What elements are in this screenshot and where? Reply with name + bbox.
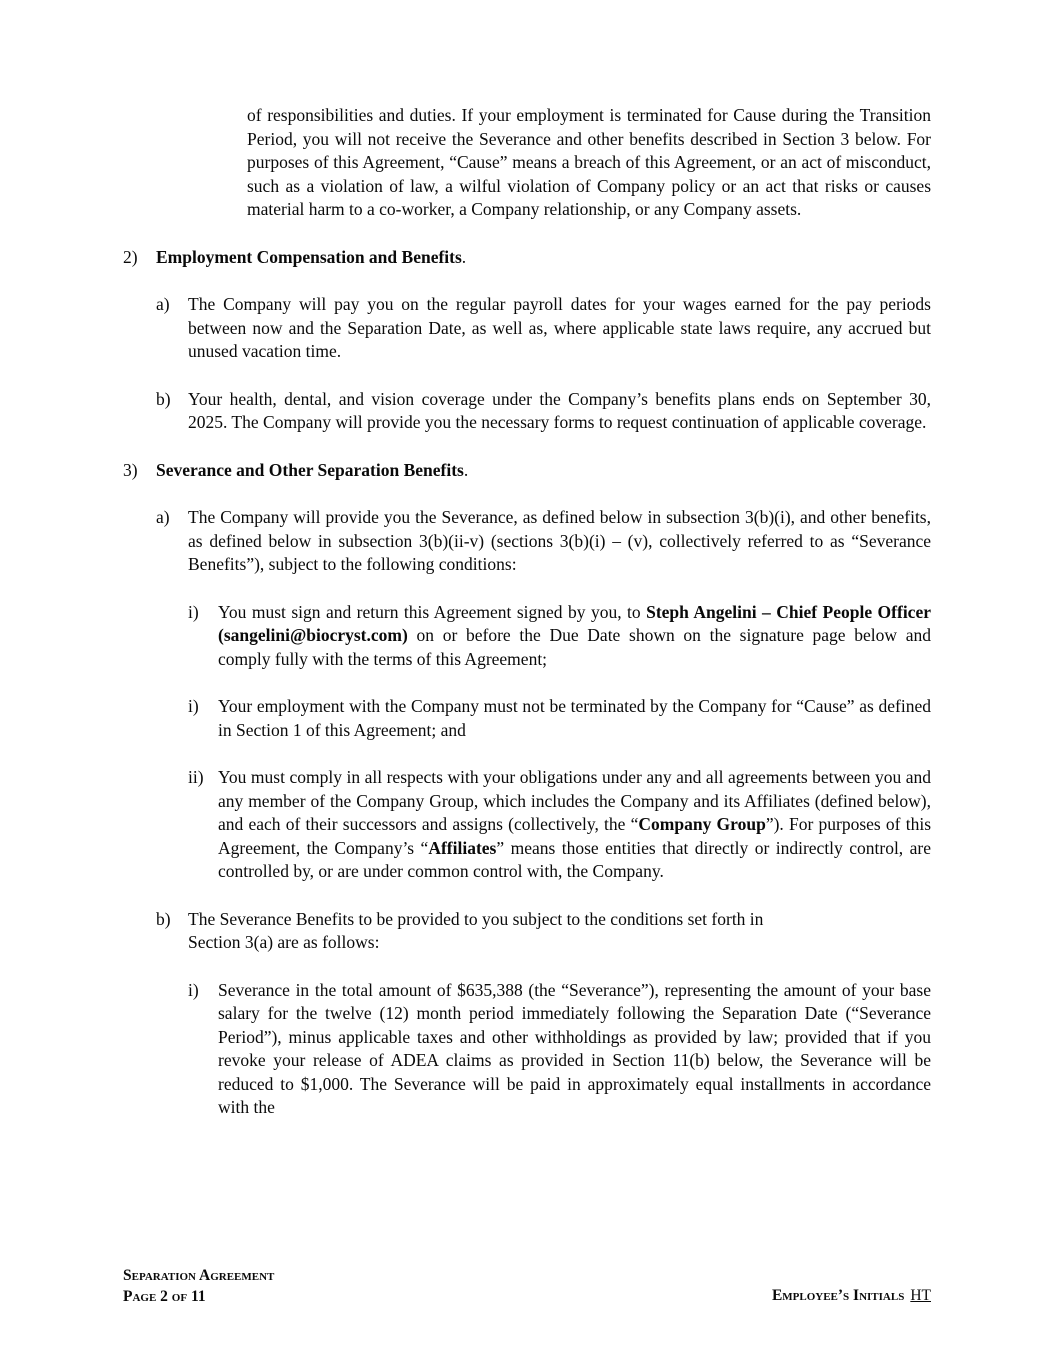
item-3a-i xyxy=(123,601,931,672)
item-2a xyxy=(123,293,931,364)
section-2-number: 2) xyxy=(123,246,138,267)
section-2-period: . xyxy=(461,246,467,267)
item-3b-i xyxy=(123,979,931,1120)
item-3a-i-label: i) xyxy=(188,601,199,622)
item-3b xyxy=(123,908,931,955)
item-2a-label: a) xyxy=(156,294,170,314)
item-3b-label: b) xyxy=(156,908,171,929)
item-3a-ii-run2: ”). For purposes of this Agreement, the Company’s “ xyxy=(218,814,932,858)
item-3a-ii-label: ii) xyxy=(188,767,204,787)
section-3-title: Severance and Other Separation Benefits xyxy=(156,459,464,480)
item-2b xyxy=(123,388,931,435)
item-2b-text: Your health, dental, and vision coverage under the Company’s benefits plans ends on September 30, 2025. The Company will provide you the necessary forms to request continuation of applicable coverage. xyxy=(188,388,931,432)
section-3-heading xyxy=(123,459,931,483)
item-3b-text-line2: Section 3(a) are as follows: xyxy=(188,932,380,952)
item-3a-label: a) xyxy=(156,507,170,527)
section-3-number: 3) xyxy=(123,459,138,480)
item-3a-i-text-bold: Steph Angelini – Chief People Officer (sangelini@biocryst.com) xyxy=(218,601,931,645)
item-3a-ii-bold2: Affiliates xyxy=(428,837,497,858)
item-2a-text: The Company will pay you on the regular payroll dates for your wages earned for the pay periods between now and the Separation Date, as well as, where applicable state laws require, any accrued but unused vacation time. xyxy=(188,294,931,361)
employee-initials-value: HT xyxy=(910,1286,931,1304)
item-3b-i-label: i) xyxy=(188,979,199,1000)
footer-doc-title: Separation Agreement xyxy=(123,1267,275,1284)
item-3a-i2-label: i) xyxy=(188,696,199,716)
item-3a-ii-bold1: Company Group xyxy=(638,814,766,834)
footer-right xyxy=(772,1283,931,1308)
item-3a-ii-run3: ” means those entities that directly or indirectly control, are controlled by, or are under common control with, the Company. xyxy=(218,837,931,881)
item-3a-i-text-post: on or before the Due Date shown on the signature page below and comply fully with the terms of this Agreement; xyxy=(218,625,931,669)
page-footer xyxy=(123,1265,931,1307)
footer-initials-label: Employee’s Initials xyxy=(771,1286,905,1304)
item-2b-label: b) xyxy=(156,388,171,409)
paragraph-continuation: of responsibilities and duties. If your employment is terminated for Cause during the Transition Period, you will not receive the Severance and other benefits described in Section 3 below. For purposes of this Agreement, “Cause” means a breach of this Agreement, or an act of misconduct, such as a violation of law, a wilful violation of Company policy or an act that risks or causes material harm to a co-worker, a Company relationship, or any Company assets. xyxy=(247,105,931,219)
item-3b-i-text: Severance in the total amount of $635,388 (the “Severance”), representing the amount of your base salary for the twelve (12) month period immediately following the Separation Date (“Severance Period”), minus applicable taxes and other withholdings as provided by law; provided that if you revoke your release of ADEA claims as provided in Section 11(b) below, the Severance will be reduced to $1,000. The Severance will be paid in approximately equal installments in accordance with the xyxy=(218,979,931,1117)
item-3a-i2 xyxy=(123,695,931,742)
item-3a-i2-text: Your employment with the Company must not be terminated by the Company for “Cause” as defined in Section 1 of this Agreement; and xyxy=(218,696,931,740)
footer-page-number: Page 2 of 11 xyxy=(123,1288,206,1305)
section-3-period: . xyxy=(463,459,469,480)
footer-left xyxy=(123,1265,274,1307)
item-3a-i-text-pre: You must sign and return this Agreement signed by you, to xyxy=(218,601,647,622)
item-3a-ii xyxy=(123,766,931,884)
item-3a-ii-run1: You must comply in all respects with your obligations under any and all agreements between you and any member of the Company Group, which includes the Company and its Affiliates (defined below), and each of their successors and assigns (collectively, the “ xyxy=(218,767,931,834)
item-3b-text-line1: The Severance Benefits to be provided to you subject to the conditions set forth in xyxy=(188,908,764,929)
item-3a xyxy=(123,506,931,577)
section-2-heading xyxy=(123,246,931,270)
item-3a-text: The Company will provide you the Severance, as defined below in subsection 3(b)(i), and other benefits, as defined below in subsection 3(b)(ii-v) (sections 3(b)(i) – (v), collectively referred to as “Severance Benefits”), subject to the following conditions: xyxy=(188,507,931,574)
section-2-title: Employment Compensation and Benefits xyxy=(156,246,462,267)
